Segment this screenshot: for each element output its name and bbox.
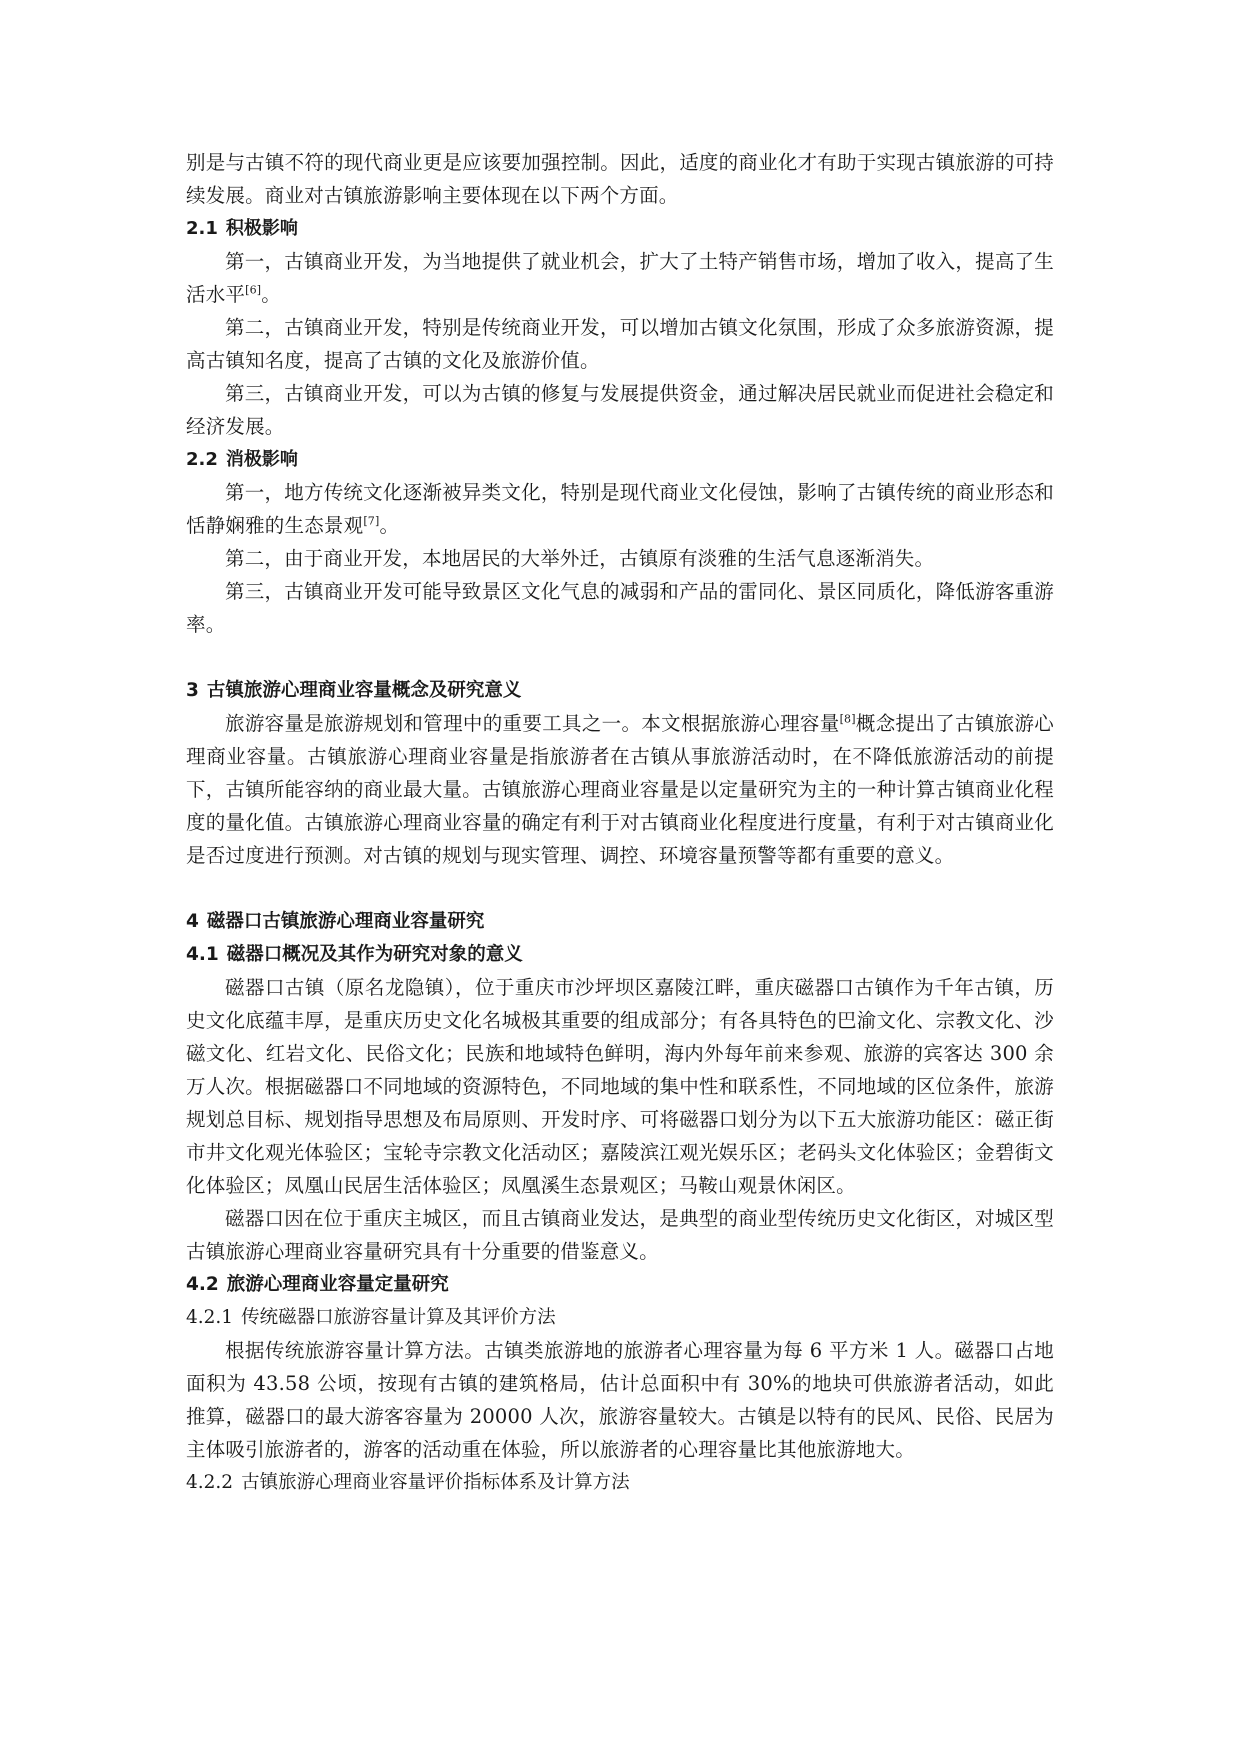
paragraph: 根据传统旅游容量计算方法。古镇类旅游地的旅游者心理容量为每 6 平方米 1 人。磁器口占地面积为 43.58 公顷，按现有古镇的建筑格局，估计总面积中有 30%的地块可供旅游者活动，如此推算，磁器口的最大游客容量为 20000 人次，旅游容量较大。古镇是以特有的民风、民俗、民居为主体吸引旅游者的，游客的活动重在体验，所以旅游者的心理容量比其他旅游地大。 — [186, 1339, 1054, 1461]
paragraph-text: 第一，地方传统文化逐渐被异类文化，特别是现代商业文化侵蚀，影响了古镇传统的商业形态和恬静娴雅的生态景观 — [186, 481, 1054, 537]
section-4-2-1-heading — [186, 1301, 1054, 1334]
section-title: 古镇旅游心理商业容量概念及研究意义 — [206, 680, 522, 701]
paragraph-text: 旅游容量是旅游规划和管理中的重要工具之一。本文根据旅游心理容量 — [225, 712, 840, 735]
paragraph: 第三，古镇商业开发，可以为古镇的修复与发展提供资金，通过解决居民就业而促进社会稳定和经济发展。 — [186, 382, 1054, 438]
paragraph — [186, 707, 1054, 872]
section-title: 磁器口古镇旅游心理商业容量研究 — [206, 911, 485, 932]
section-number: 4.1 — [186, 944, 219, 965]
section-4-2-2-heading — [186, 1466, 1054, 1499]
section-title: 传统磁器口旅游容量计算及其评价方法 — [241, 1307, 556, 1328]
citation-ref: [6] — [245, 283, 262, 297]
section-number: 3 — [186, 680, 199, 701]
section-number: 2.1 — [186, 218, 218, 239]
paragraph: 第二，古镇商业开发，特别是传统商业开发，可以增加古镇文化氛围，形成了众多旅游资源，提高古镇知名度，提高了古镇的文化及旅游价值。 — [186, 316, 1054, 372]
section-number: 2.2 — [186, 449, 218, 470]
section-4-heading — [186, 905, 1054, 938]
section-number: 4 — [186, 911, 199, 932]
paragraph: 磁器口因在位于重庆主城区，而且古镇商业发达，是典型的商业型传统历史文化街区，对城区型古镇旅游心理商业容量研究具有十分重要的借鉴意义。 — [186, 1207, 1054, 1263]
paragraph: 第二，由于商业开发，本地居民的大举外迁，古镇原有淡雅的生活气息逐渐消失。 — [225, 547, 935, 570]
spacer — [186, 641, 1054, 674]
section-number: 4.2.2 — [186, 1472, 234, 1493]
spacer — [186, 872, 1054, 905]
section-number: 4.2.1 — [186, 1307, 234, 1328]
section-4-1-heading — [186, 938, 1054, 971]
paragraph: 磁器口古镇（原名龙隐镇），位于重庆市沙坪坝区嘉陵江畔，重庆磁器口古镇作为千年古镇，历史文化底蕴丰厚，是重庆历史文化名城极其重要的组成部分；有各具特色的巴渝文化、宗教文化、沙磁文化、红岩文化、民俗文化；民族和地域特色鲜明，海内外每年前来参观、旅游的宾客达 300 余万人次。根据磁器口不同地域的资源特色，不同地域的集中性和联系性，不同地域的区位条件，旅游规划总目标、规划指导思想及布局原则、开发时序、可将磁器口划分为以下五大旅游功能区：磁正街市井文化观光体验区；宝轮寺宗教文化活动区；嘉陵滨江观光娱乐区；老码头文化体验区；金碧街文化体验区；凤凰山民居生活体验区；凤凰溪生态景观区；马鞍山观景休闲区。 — [186, 976, 1054, 1197]
section-title: 古镇旅游心理商业容量评价指标体系及计算方法 — [241, 1472, 630, 1493]
section-title: 旅游心理商业容量定量研究 — [226, 1274, 449, 1295]
paragraph — [186, 245, 1054, 311]
section-2-2-heading — [186, 443, 1054, 476]
section-3-heading — [186, 674, 1054, 707]
section-2-1-heading — [186, 212, 1054, 245]
paragraph-text-end: 。 — [261, 283, 281, 306]
paragraph-text: 第一，古镇商业开发，为当地提供了就业机会，扩大了土特产销售市场，增加了收入，提高了生活水平 — [186, 250, 1054, 306]
paragraph-text-end: 。 — [379, 514, 400, 537]
paragraph-text-end: 概念提出了古镇旅游心理商业容量。古镇旅游心理商业容量是指旅游者在古镇从事旅游活动时，在不降低旅游活动的前提下，古镇所能容纳的商业最大量。古镇旅游心理商业容量是以定量研究为主的一种计算古镇商业化程度的量化值。古镇旅游心理商业容量的确定有利于对古镇商业化程度进行度量，有利于对古镇商业化是否过度进行预测。对古镇的规划与现实管理、调控、环境容量预警等都有重要的意义。 — [186, 712, 1054, 867]
section-title: 消极影响 — [225, 449, 298, 470]
section-number: 4.2 — [186, 1274, 219, 1295]
section-4-2-heading — [186, 1268, 1054, 1301]
document-page — [186, 146, 1054, 1499]
citation-ref: [8] — [839, 712, 856, 726]
section-title: 磁器口概况及其作为研究对象的意义 — [226, 944, 523, 965]
intro-paragraph: 别是与古镇不符的现代商业更是应该要加强控制。因此，适度的商业化才有助于实现古镇旅游的可持续发展。商业对古镇旅游影响主要体现在以下两个方面。 — [186, 151, 1054, 207]
section-title: 积极影响 — [225, 218, 298, 239]
citation-ref: [7] — [363, 514, 380, 528]
paragraph — [186, 476, 1054, 542]
paragraph: 第三，古镇商业开发可能导致景区文化气息的减弱和产品的雷同化、景区同质化，降低游客重游率。 — [186, 580, 1054, 636]
